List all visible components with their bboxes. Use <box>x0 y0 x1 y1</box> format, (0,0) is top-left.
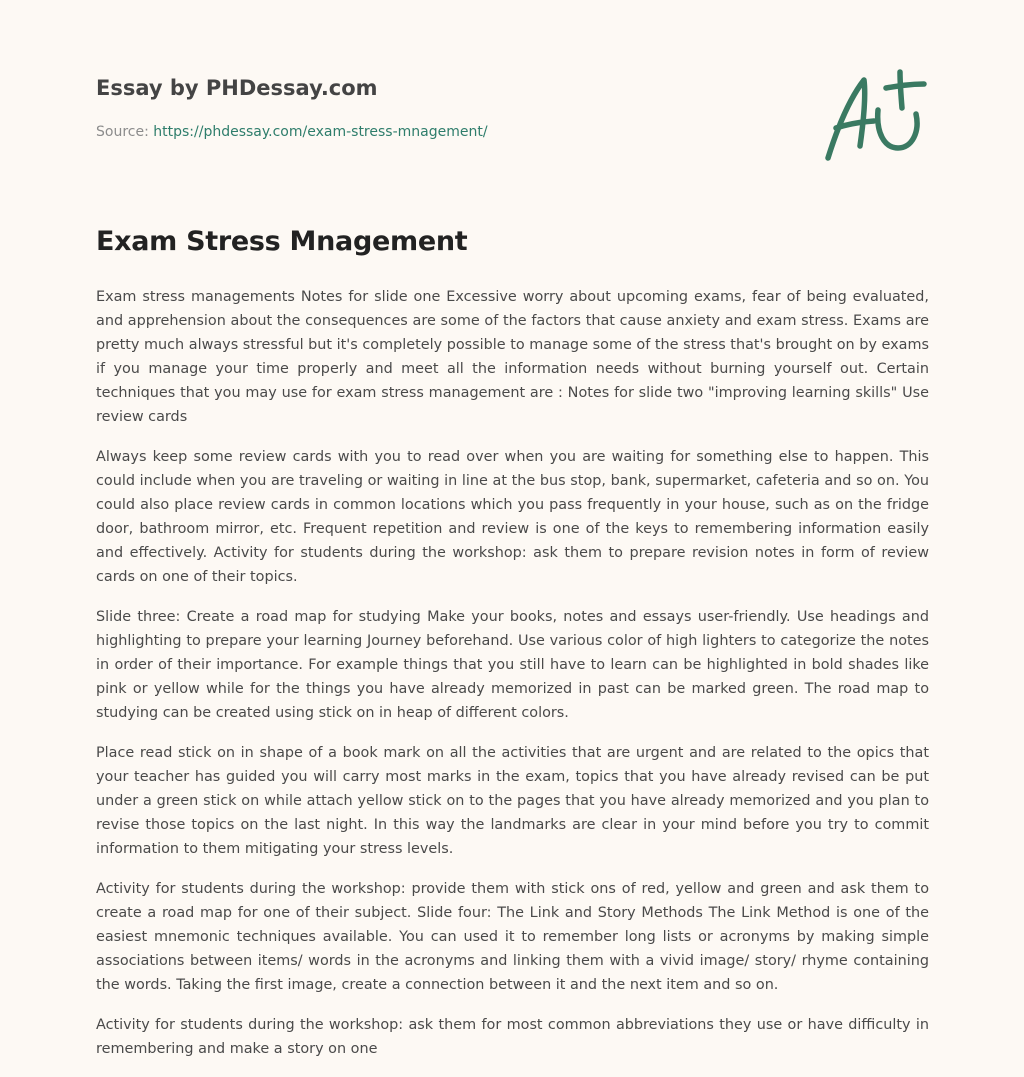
source-label: Source: <box>96 124 149 140</box>
site-title: Essay by PHDessay.com <box>96 76 378 100</box>
essay-title: Exam Stress Mnagement <box>96 226 468 257</box>
essay-paragraph: Exam stress managements Notes for slide one Excessive worry about upcoming exams, fear of being evaluated, and apprehension about the consequences are some of the factors that cause anxiety and exam stress. Exams are pretty much always stressful but it's completely possible to manage some of the stress that's brought on by exams if you manage your time properly and meet all the information needs without burning yourself out. Certain techniques that you may use for exam stress management are : Notes for slide two "improving learning skills" Use review cards <box>96 289 929 425</box>
essay-paragraph: Slide three: Create a road map for studying Make your books, notes and essays user-friendly. Use headings and highlighting to prepare your learning Journey beforehand. Use various color of high lighters to categorize the notes in order of their importance. For example things that you still have to learn can be highlighted in bold shades like pink or yellow while for the things you have already memorized in past can be marked green. The road map to studying can be created using stick on in heap of different colors. <box>96 609 929 721</box>
essay-paragraph: Place read stick on in shape of a book mark on all the activities that are urgent and are related to the opics that your teacher has guided you will carry most marks in the exam, topics that you have already revised can be put under a green stick on while attach yellow stick on to the pages that you have already memorized and you plan to revise those topics on the last night. In this way the landmarks are clear in your mind before you try to commit information to them mitigating your stress levels. <box>96 745 929 857</box>
essay-paragraph: Activity for students during the workshop: provide them with stick ons of red, yellow and green and ask them to create a road map for one of their subject. Slide four: The Link and Story Methods The Link Method is one of the easiest mnemonic techniques available. You can used it to remember long lists or acronyms by making simple associations between items/ words in the acronyms and linking them with a vivid image/ story/ rhyme containing the words. Taking the first image, create a connection between it and the next item and so on. <box>96 881 929 993</box>
source-link[interactable]: https://phdessay.com/exam-stress-mnagement/ <box>153 124 488 140</box>
a-plus-logo-icon <box>820 66 930 166</box>
essay-paragraph: Activity for students during the workshop: ask them for most common abbreviations they use or have difficulty in remembering and make a story on one <box>96 1017 929 1057</box>
source-line <box>96 124 488 140</box>
essay-body <box>96 285 929 1077</box>
essay-paragraph: Always keep some review cards with you to read over when you are waiting for something else to happen. This could include when you are traveling or waiting in line at the bus stop, bank, supermarket, cafeteria and so on. You could also place review cards in common locations which you pass frequently in your house, such as on the fridge door, bathroom mirror, etc. Frequent repetition and review is one of the keys to remembering information easily and effectively. Activity for students during the workshop: ask them to prepare revision notes in form of review cards on one of their topics. <box>96 449 929 585</box>
